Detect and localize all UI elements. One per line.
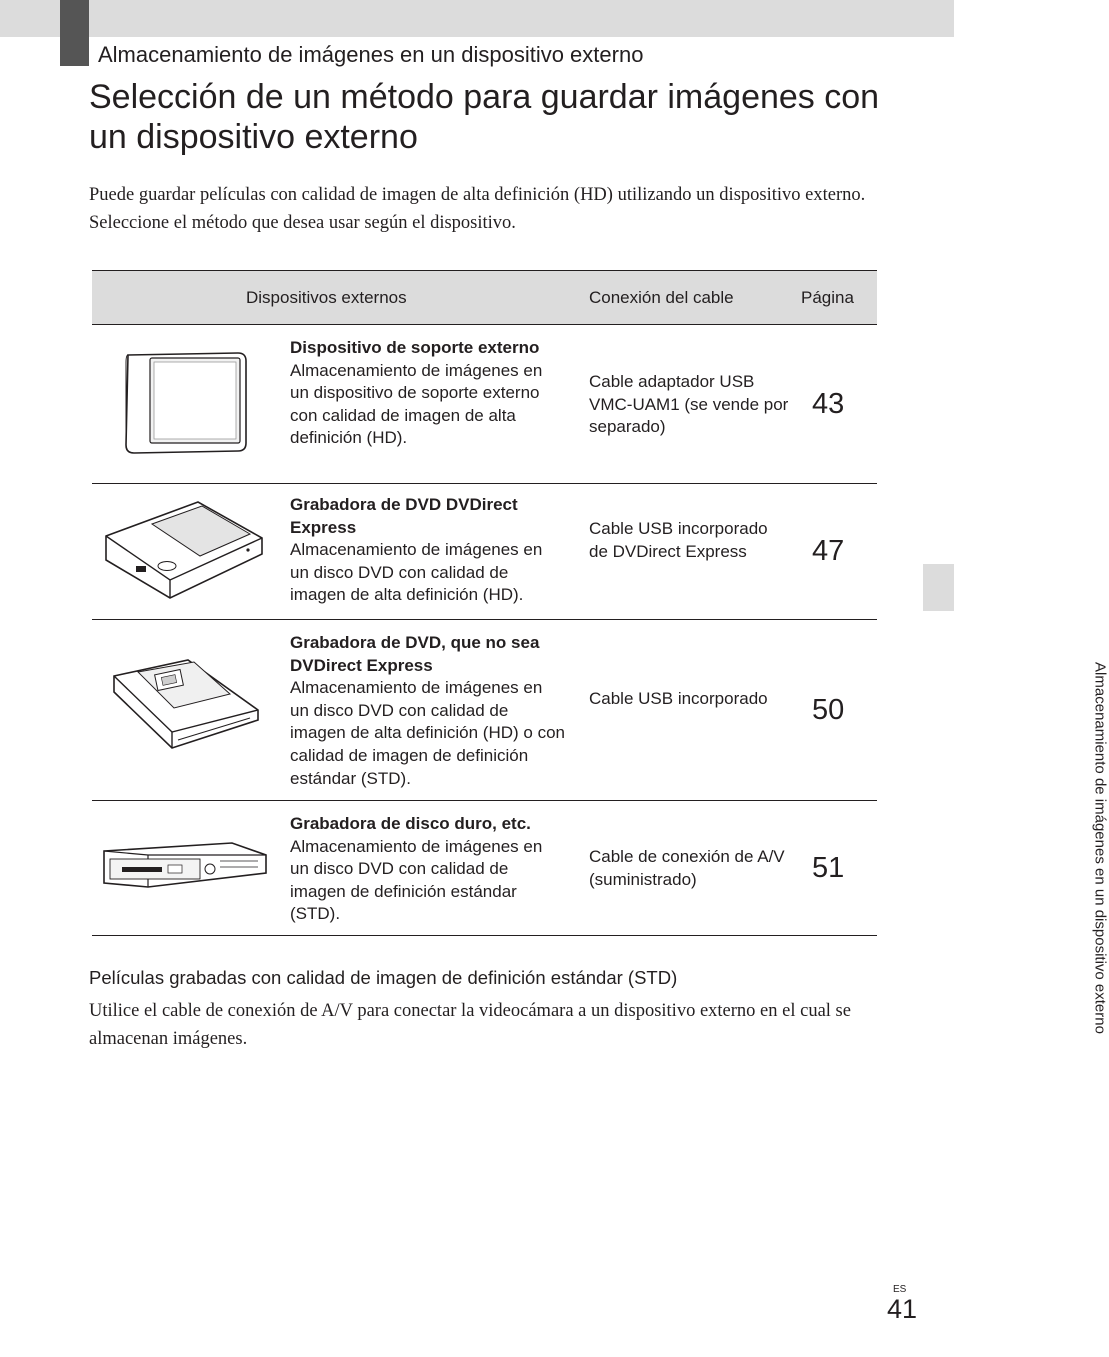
intro-paragraph: Puede guardar películas con calidad de imagen de alta definición (HD) utilizando un dispositivo externo. Seleccione el método que desea usar según el dispositivo. xyxy=(89,185,866,233)
page-link[interactable]: 50 xyxy=(812,694,845,726)
table-row xyxy=(92,620,877,801)
page-number: 41 xyxy=(887,1294,918,1324)
page-link[interactable]: 51 xyxy=(812,852,845,884)
device-name: Dispositivo de soporte externo xyxy=(290,338,540,357)
hard-disk-recorder-icon xyxy=(98,831,268,899)
device-description: Almacenamiento de imágenes en un disco DVD con calidad de imagen de alta definición (HD). xyxy=(290,540,543,605)
header-cable: Conexión del cable xyxy=(589,288,734,307)
cable-cell: Cable USB incorporado xyxy=(589,689,768,708)
page-link[interactable]: 47 xyxy=(812,535,845,567)
device-name: Grabadora de DVD DVDirect Express xyxy=(290,495,518,537)
table-row xyxy=(92,325,877,484)
table-row xyxy=(92,484,877,620)
header-band xyxy=(0,0,954,37)
device-name: Grabadora de DVD, que no sea DVDirect Express xyxy=(290,633,540,675)
device-description: Almacenamiento de imágenes en un dispositivo de soporte externo con calidad de imagen de alta definición (HD). xyxy=(290,360,543,448)
side-section-label: Almacenamiento de imágenes en un dispositivo externo xyxy=(1091,662,1109,1034)
table-header xyxy=(92,270,877,325)
side-tab-marker xyxy=(923,564,954,611)
header-devices: Dispositivos externos xyxy=(246,288,407,307)
language-code: ES xyxy=(893,1284,907,1295)
dvdirect-express-recorder-icon xyxy=(98,498,268,604)
dvd-recorder-icon xyxy=(98,656,268,756)
cable-cell: Cable USB incorporado de DVDirect Express xyxy=(589,519,768,561)
section-marker xyxy=(60,0,89,66)
devices-table xyxy=(92,270,877,936)
std-heading: Películas grabadas con calidad de imagen de definición estándar (STD) xyxy=(89,967,678,988)
page-link[interactable]: 43 xyxy=(812,388,845,420)
cable-cell: Cable adaptador USB VMC-UAM1 (se vende por separado) xyxy=(589,372,789,437)
external-media-device-icon xyxy=(98,347,268,459)
table-row xyxy=(92,801,877,936)
std-paragraph: Utilice el cable de conexión de A/V para conectar la videocámara a un dispositivo externo en el cual se almacenan imágenes. xyxy=(89,1001,851,1049)
device-description: Almacenamiento de imágenes en un disco DVD con calidad de imagen de alta definición (HD) o con calidad de imagen de definición estándar (STD). xyxy=(290,678,565,788)
header-page: Página xyxy=(801,288,854,307)
page-title: Selección de un método para guardar imágenes con un dispositivo externo xyxy=(89,78,880,156)
device-description: Almacenamiento de imágenes en un disco DVD con calidad de imagen de definición estándar (STD). xyxy=(290,836,543,924)
device-name: Grabadora de disco duro, etc. xyxy=(290,814,531,833)
cable-cell: Cable de conexión de A/V (suministrado) xyxy=(589,847,785,889)
section-title: Almacenamiento de imágenes en un dispositivo externo xyxy=(98,42,644,67)
